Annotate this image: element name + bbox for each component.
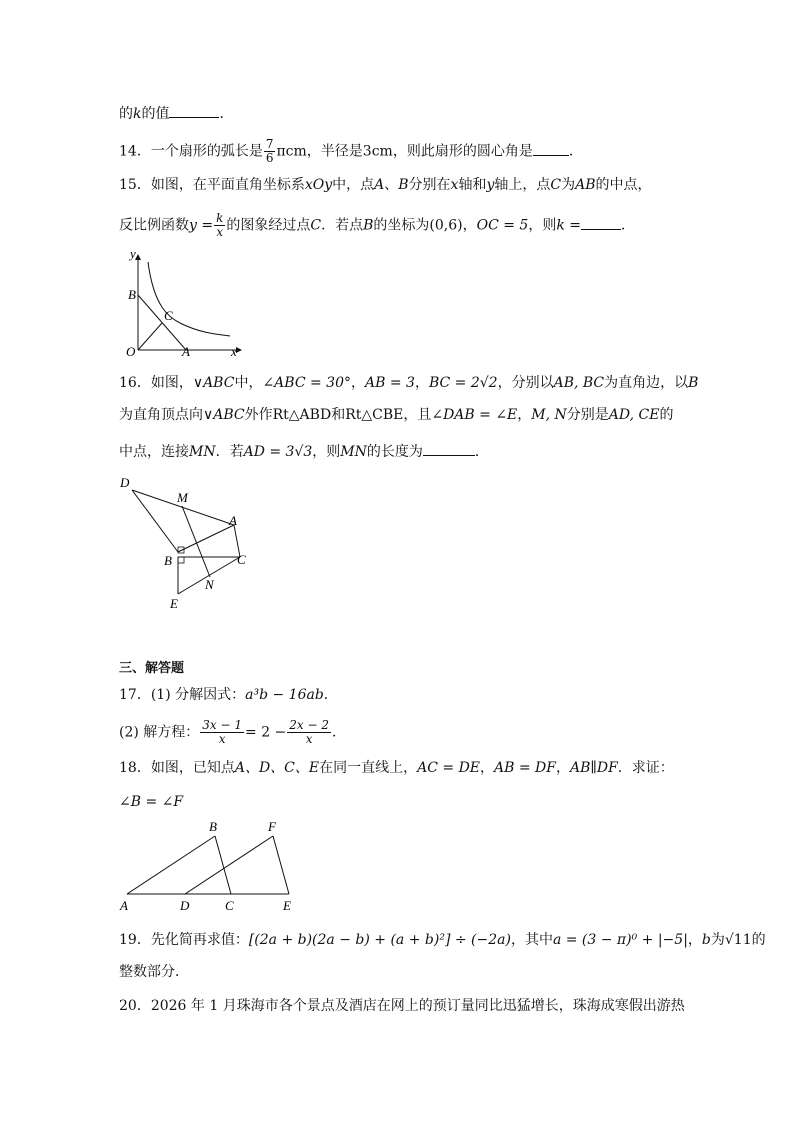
question-16-line2: 为直角顶点向∨ABC外作Rt△ABD和Rt△CBE，且∠DAB = ∠E，M, N分别是AD, CE的: [119, 407, 674, 423]
segment-oc: [138, 323, 162, 350]
section-title: 三、解答题: [119, 661, 185, 676]
question-20-line1: 20．2026 年 1 月珠海市各个景点及酒店在网上的预订量同比迅猛增长，珠海成寒假出游热: [119, 998, 685, 1014]
figure-q18: [117, 815, 302, 915]
fraction: $\frac{k}{x}$: [216, 211, 224, 239]
label-a: A: [182, 344, 190, 359]
label-b: B: [164, 553, 172, 568]
label-b: B: [128, 287, 136, 302]
question-16-line3: 中点，连接MN．若AD = 3√3，则MN的长度为 ．: [119, 441, 489, 462]
question-17-part1: 17．(1) 分解因式：a³b − 16ab．: [119, 687, 338, 703]
right-angle-mark-cbe: [178, 557, 184, 563]
label-f: F: [268, 819, 276, 834]
answer-blank: [423, 441, 475, 456]
question-14: 14．一个扇形的弧长是 $\frac{7}{6}$ πcm，半径是3cm，则此扇形的圆心角是 ．: [119, 137, 583, 165]
label-y: y: [130, 248, 136, 261]
label-e: E: [170, 596, 178, 611]
x-axis-arrow: [236, 347, 242, 353]
segment-mn: [182, 506, 210, 577]
label-m: M: [177, 490, 188, 505]
answer-blank: [533, 141, 569, 156]
question-18-line1: 18．如图，已知点A、D、C、E在同一直线上，AC = DE，AB = DF，AB∥DF．求证：: [119, 760, 674, 776]
label-n: N: [205, 577, 214, 592]
label-x: x: [231, 344, 237, 359]
fraction: $\frac{7}{6}$: [265, 137, 274, 165]
label-a: A: [229, 513, 237, 528]
figure-q15: [118, 248, 248, 360]
label-b: B: [209, 819, 217, 834]
question-16-line1: 16．如图，∨ABC中，∠ABC = 30°，AB = 3，BC = 2√2，分别以AB, BC为直角边，以B: [119, 375, 699, 391]
question-17-part2: (2) 解方程： $\frac{3x - 1}{x}$ = 2 − $\frac{2x - 2}{x}$ ．: [119, 718, 347, 746]
y-axis-arrow: [135, 254, 141, 260]
label-c: C: [237, 552, 246, 567]
question-15-line2: 反比例函数y = $\frac{k}{x}$ 的图象经过点C．若点B的坐标为(0,6)，OC = 5，则k = ．: [119, 211, 635, 239]
label-o: O: [126, 344, 136, 359]
label-e: E: [283, 898, 291, 913]
label-d: D: [180, 898, 190, 913]
fraction: $\frac{2x - 2}{x}$: [289, 718, 330, 746]
question-19-line1: 19．先化简再求值：[(2a + b)(2a − b) + (a + b)²] ÷ (−2a)，其中a = (3 − π)⁰ + |−5|，b为√11的: [119, 932, 766, 948]
label-c: C: [164, 308, 173, 323]
label-d: D: [120, 475, 130, 490]
segment-ab: [127, 836, 215, 894]
answer-blank: [169, 103, 219, 118]
segment-fe: [273, 836, 289, 894]
label-c: C: [225, 898, 234, 913]
question-15-line1: 15．如图，在平面直角坐标系xOy中，点A、B分别在x轴和y轴上，点C为AB的中点，: [119, 177, 652, 193]
question-18-line2: ∠B = ∠F: [119, 794, 184, 810]
segment-db: [132, 490, 178, 552]
segment-ba: [178, 525, 234, 552]
fraction: $\frac{3x - 1}{x}$: [202, 718, 243, 746]
figure-q16: [116, 470, 266, 615]
label-a: A: [120, 898, 128, 913]
answer-blank: [581, 215, 621, 230]
question-19-line2: 整数部分．: [119, 964, 189, 980]
q13-tail: 的k的值 ．: [119, 103, 233, 124]
